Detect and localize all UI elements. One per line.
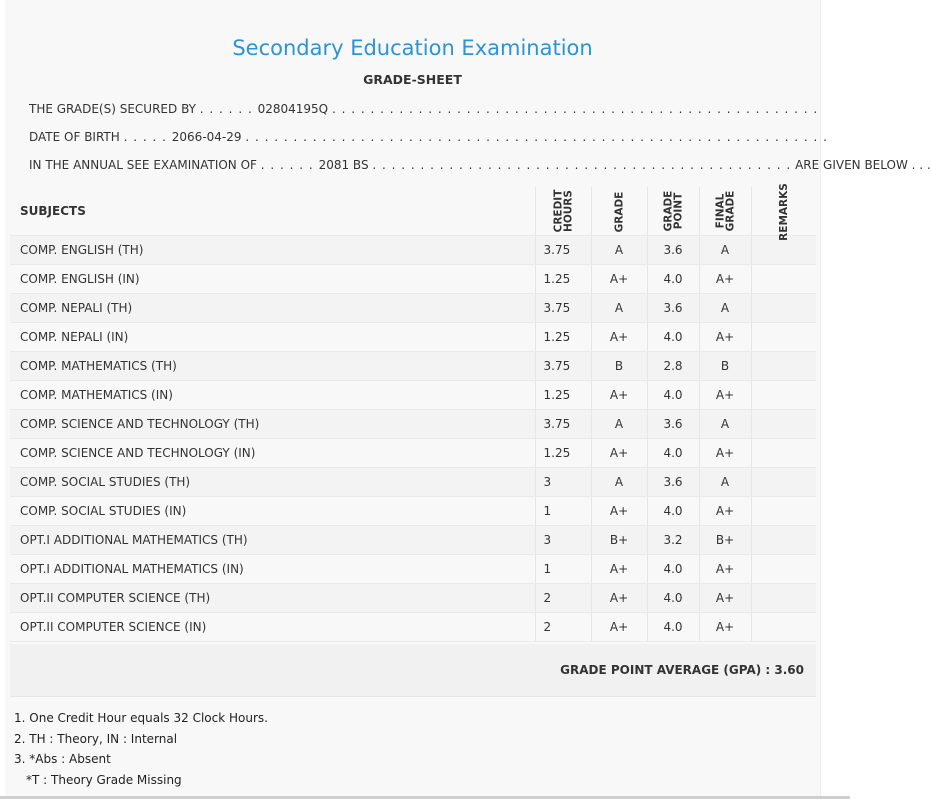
gpa-text: GRADE POINT AVERAGE (GPA) : 3.60 — [560, 663, 804, 677]
table-header-row — [10, 187, 816, 236]
subject-cell: COMP. NEPALI (IN) — [10, 323, 535, 352]
credit-cell: 1.25 — [535, 439, 591, 468]
remarks-cell — [751, 439, 816, 468]
remarks-cell — [751, 468, 816, 497]
grade-cell: A+ — [591, 323, 647, 352]
remarks-cell — [751, 410, 816, 439]
final-grade-cell: A — [699, 236, 751, 265]
grade-point-cell: 4.0 — [647, 613, 699, 642]
table-row — [10, 526, 816, 555]
final-grade-cell: A — [699, 410, 751, 439]
subject-cell: COMP. SCIENCE AND TECHNOLOGY (IN) — [10, 439, 535, 468]
subject-cell: COMP. ENGLISH (IN) — [10, 265, 535, 294]
grade-point-cell: 4.0 — [647, 439, 699, 468]
final-grade-cell: A — [699, 294, 751, 323]
grade-point-cell: 3.6 — [647, 468, 699, 497]
table-row — [10, 265, 816, 294]
secured-by-value: 02804195Q — [257, 102, 329, 116]
credit-cell: 3 — [535, 468, 591, 497]
final-grade-cell: A+ — [699, 381, 751, 410]
subject-cell: COMP. SCIENCE AND TECHNOLOGY (TH) — [10, 410, 535, 439]
page-subtitle: GRADE-SHEET — [363, 72, 462, 87]
credit-cell: 3.75 — [535, 236, 591, 265]
final-grade-cell: A+ — [699, 497, 751, 526]
grade-point-cell: 4.0 — [647, 497, 699, 526]
final-grade-cell: A+ — [699, 323, 751, 352]
subject-cell: COMP. MATHEMATICS (TH) — [10, 352, 535, 381]
grade-cell: A — [591, 410, 647, 439]
grade-point-cell: 4.0 — [647, 555, 699, 584]
subject-cell: OPT.I ADDITIONAL MATHEMATICS (IN) — [10, 555, 535, 584]
subject-cell: COMP. SOCIAL STUDIES (IN) — [10, 497, 535, 526]
note-item: *T : Theory Grade Missing — [26, 772, 182, 787]
credit-cell: 3 — [535, 526, 591, 555]
grade-cell: A+ — [591, 381, 647, 410]
table-row — [10, 323, 816, 352]
credit-cell: 1.25 — [535, 323, 591, 352]
grade-cell: A — [591, 294, 647, 323]
grade-point-cell: 4.0 — [647, 323, 699, 352]
grade-point-cell: 4.0 — [647, 584, 699, 613]
final-grade-cell: A+ — [699, 265, 751, 294]
grade-cell: A+ — [591, 584, 647, 613]
table-row — [10, 381, 816, 410]
remarks-cell — [751, 294, 816, 323]
final-grade-cell: A — [699, 468, 751, 497]
subject-cell: COMP. MATHEMATICS (IN) — [10, 381, 535, 410]
remarks-cell — [751, 584, 816, 613]
header-grade: GRADE — [591, 187, 647, 236]
grade-point-cell: 4.0 — [647, 381, 699, 410]
remarks-cell — [751, 381, 816, 410]
header-final-grade: FINAL GRADE — [699, 187, 751, 236]
header-credit-hours: CREDIT HOURS — [535, 187, 591, 236]
table-row — [10, 584, 816, 613]
remarks-cell — [751, 323, 816, 352]
grade-point-cell: 4.0 — [647, 265, 699, 294]
final-grade-cell: A+ — [699, 613, 751, 642]
table-row — [10, 410, 816, 439]
final-grade-cell: B+ — [699, 526, 751, 555]
table-row — [10, 497, 816, 526]
note-item: 2. TH : Theory, IN : Internal — [14, 731, 178, 746]
dob-line: DATE OF BIRTH . . . . . 2066-04-29 . . . . . . . . . . . . . . . . . . . . . . . . . . . . . . . . . . . . . . . . . . . . . . . . . . . . . . . . . . . . . — [29, 130, 828, 144]
subject-cell: OPT.II COMPUTER SCIENCE (IN) — [10, 613, 535, 642]
remarks-cell — [751, 555, 816, 584]
credit-cell: 1.25 — [535, 381, 591, 410]
table-row — [10, 555, 816, 584]
subject-cell: COMP. NEPALI (TH) — [10, 294, 535, 323]
grade-point-cell: 3.6 — [647, 236, 699, 265]
final-grade-cell: A+ — [699, 439, 751, 468]
grade-cell: A+ — [591, 439, 647, 468]
final-grade-cell: B — [699, 352, 751, 381]
table-row — [10, 439, 816, 468]
grade-cell: A — [591, 236, 647, 265]
remarks-cell — [751, 497, 816, 526]
credit-cell: 2 — [535, 584, 591, 613]
grade-cell: A+ — [591, 497, 647, 526]
note-item: 1. One Credit Hour equals 32 Clock Hours. — [14, 711, 268, 725]
header-subjects: SUBJECTS — [10, 187, 535, 236]
exam-suffix: ARE GIVEN BELOW . . . — [795, 158, 931, 172]
remarks-cell — [751, 352, 816, 381]
exam-value: 2081 BS — [318, 158, 369, 172]
header-grade-point: GRADE POINT — [647, 187, 699, 236]
grade-point-cell: 3.2 — [647, 526, 699, 555]
grade-point-cell: 3.6 — [647, 410, 699, 439]
credit-cell: 3.75 — [535, 352, 591, 381]
exam-line: IN THE ANNUAL SEE EXAMINATION OF . . . . . . 2081 BS . . . . . . . . . . . . . . . . . . . . . . . . . . . . . . . . . . . . . . . . . . . . ARE GIVEN BELOW . . . — [29, 158, 931, 172]
subject-cell: OPT.I ADDITIONAL MATHEMATICS (TH) — [10, 526, 535, 555]
credit-cell: 1 — [535, 555, 591, 584]
credit-cell: 3.75 — [535, 294, 591, 323]
subject-cell: COMP. SOCIAL STUDIES (TH) — [10, 468, 535, 497]
table-row — [10, 352, 816, 381]
grades-table — [10, 183, 816, 642]
credit-cell: 2 — [535, 613, 591, 642]
credit-cell: 1.25 — [535, 265, 591, 294]
secured-by-line: THE GRADE(S) SECURED BY . . . . . . 02804195Q . . . . . . . . . . . . . . . . . . . . . . . . . . . . . . . . . . . . . . . . . . . . . . . . . . . — [29, 102, 819, 116]
remarks-cell — [751, 265, 816, 294]
remarks-cell — [751, 526, 816, 555]
credit-cell: 3.75 — [535, 410, 591, 439]
table-row — [10, 468, 816, 497]
final-grade-cell: A+ — [699, 584, 751, 613]
subject-cell: OPT.II COMPUTER SCIENCE (TH) — [10, 584, 535, 613]
exam-label: IN THE ANNUAL SEE EXAMINATION OF — [29, 158, 257, 172]
notes — [14, 708, 268, 790]
grade-cell: A+ — [591, 555, 647, 584]
gpa-row — [10, 644, 816, 697]
grade-cell: A+ — [591, 265, 647, 294]
header-remarks: REMARKS — [751, 187, 816, 236]
table-row — [10, 294, 816, 323]
secured-by-label: THE GRADE(S) SECURED BY — [29, 102, 196, 116]
grade-cell: B — [591, 352, 647, 381]
dob-label: DATE OF BIRTH — [29, 130, 120, 144]
table-row — [10, 236, 816, 265]
table-row — [10, 613, 816, 642]
subject-cell: COMP. ENGLISH (TH) — [10, 236, 535, 265]
final-grade-cell: A+ — [699, 555, 751, 584]
dob-value: 2066-04-29 — [171, 130, 242, 144]
grade-cell: A — [591, 468, 647, 497]
grade-cell: A+ — [591, 613, 647, 642]
page-title: Secondary Education Examination — [232, 36, 593, 60]
grade-cell: B+ — [591, 526, 647, 555]
grade-point-cell: 2.8 — [647, 352, 699, 381]
remarks-cell — [751, 613, 816, 642]
note-item: 3. *Abs : Absent — [14, 752, 111, 766]
credit-cell: 1 — [535, 497, 591, 526]
grade-point-cell: 3.6 — [647, 294, 699, 323]
